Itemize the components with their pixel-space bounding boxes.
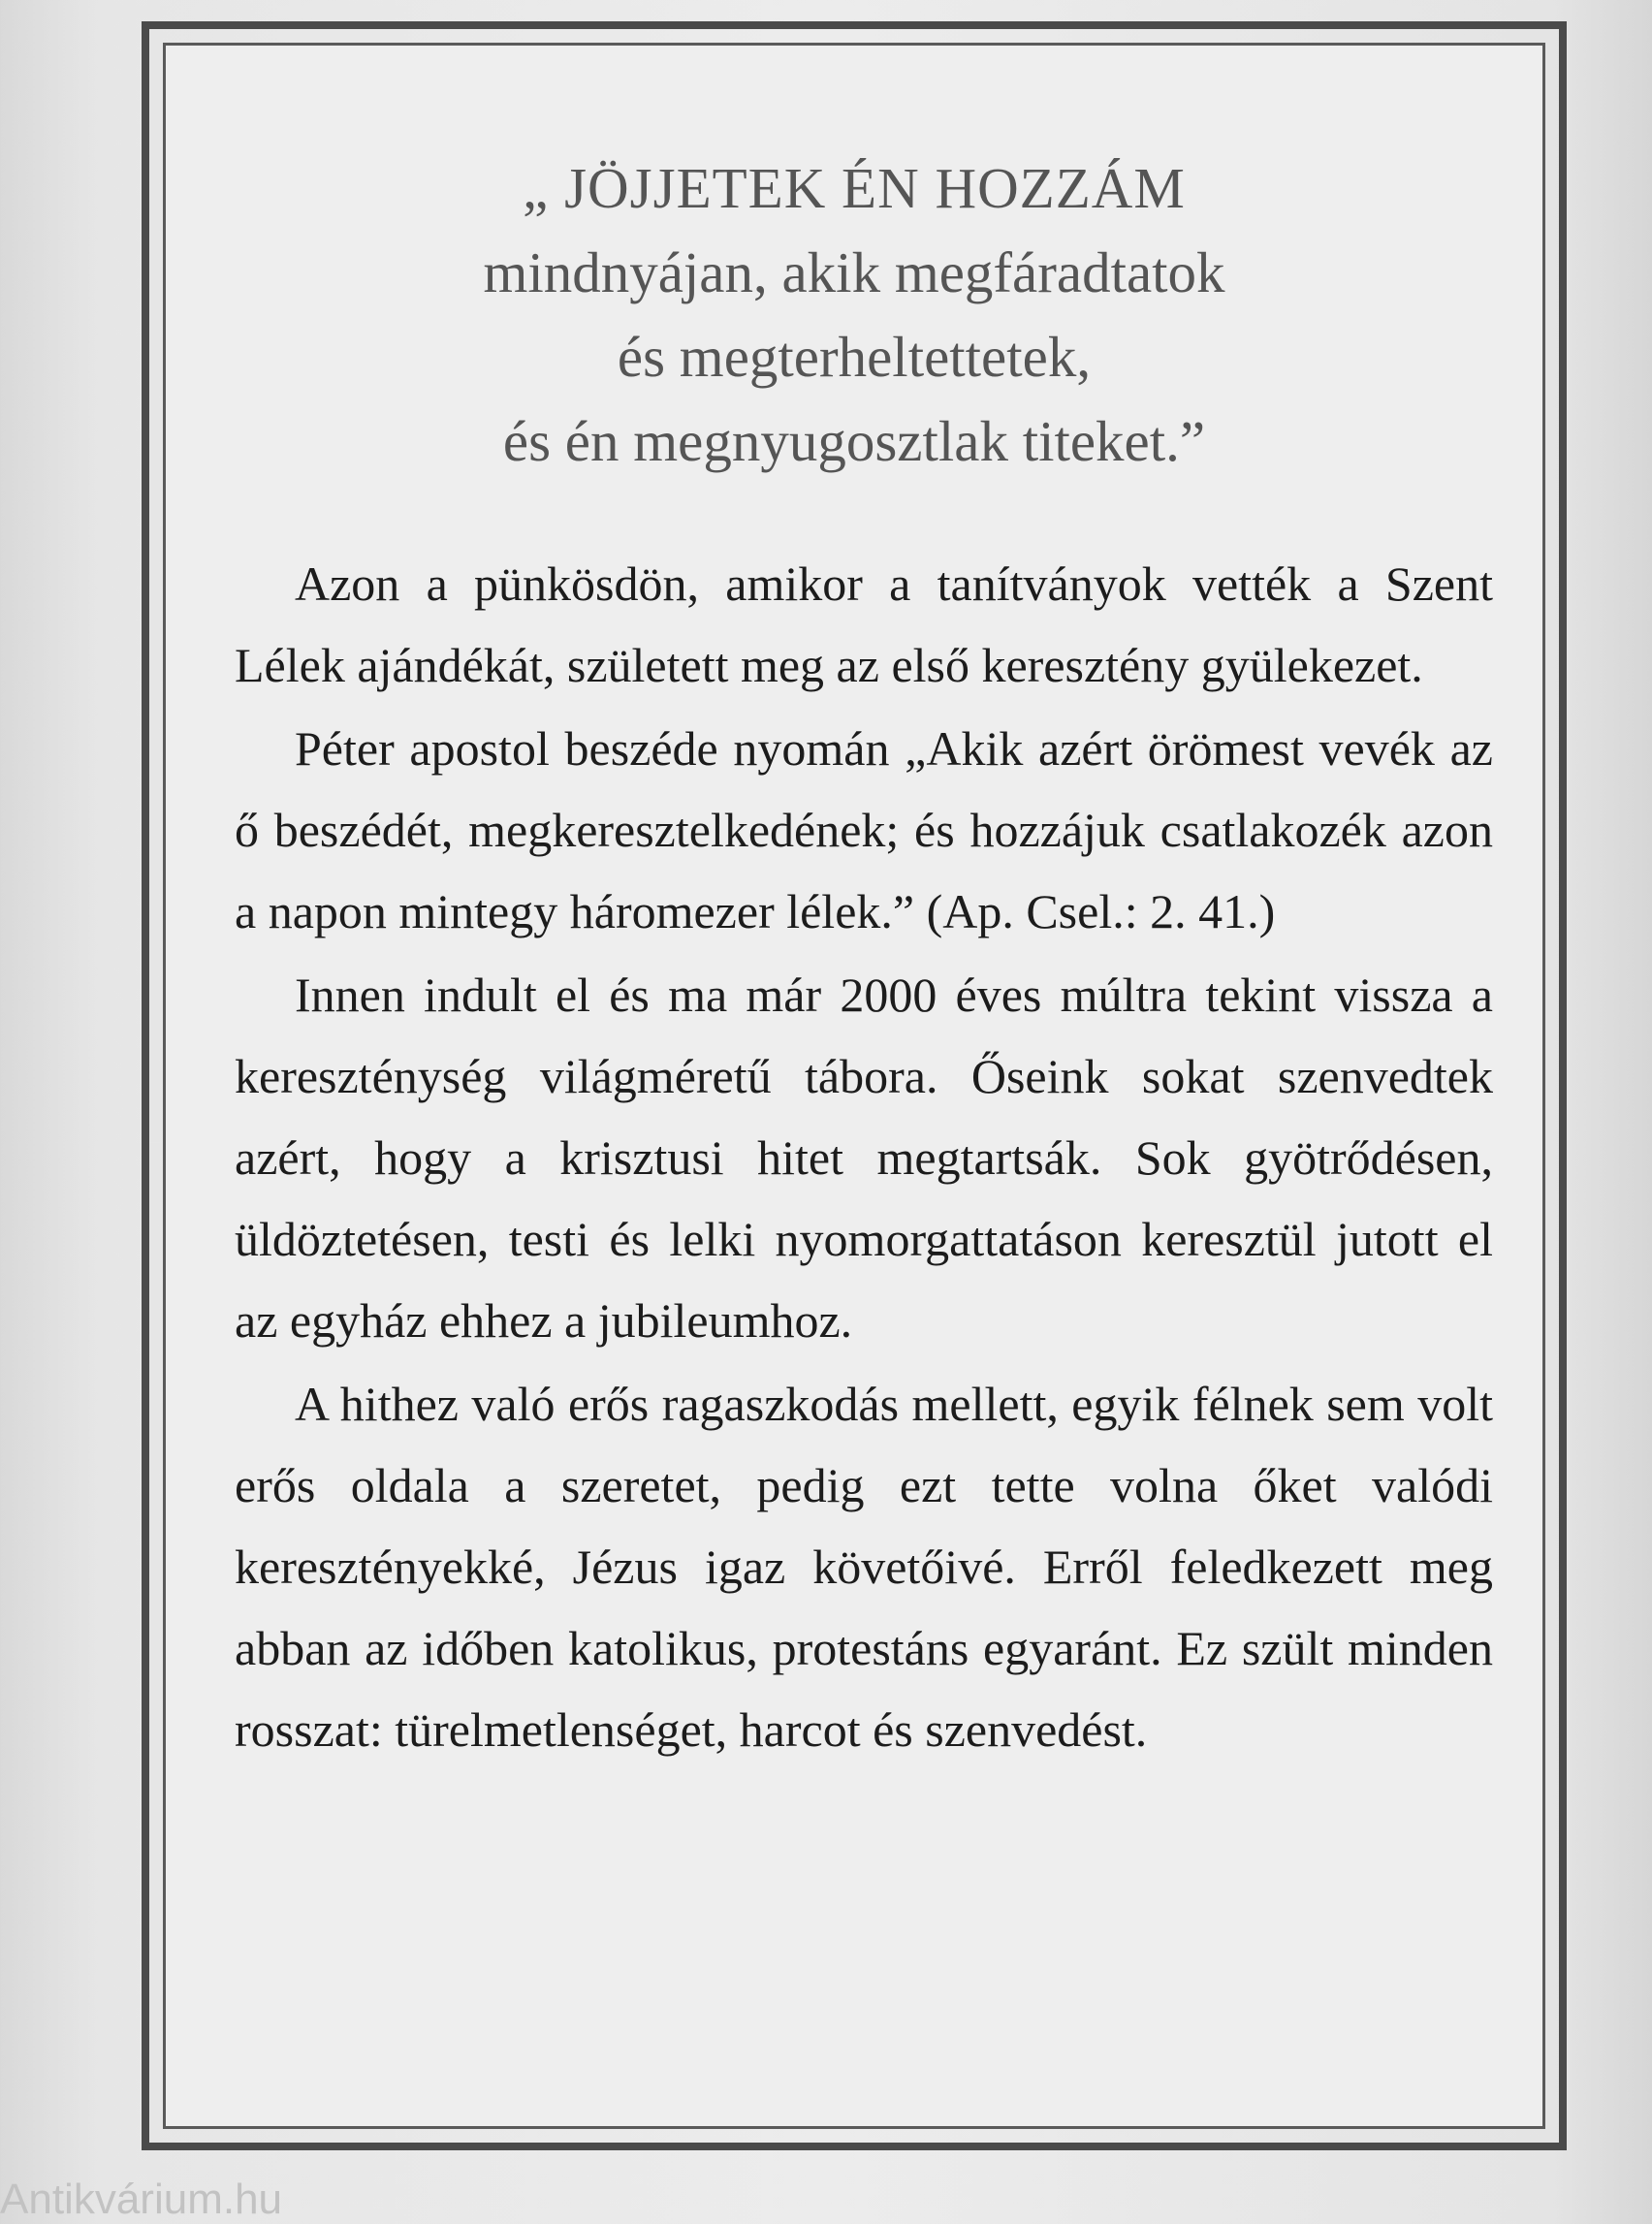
quote-heading — [166, 146, 1542, 484]
heading-line-2: mindnyájan, akik megfáradtatok — [483, 240, 1225, 304]
paragraph-2: Péter apostol beszéde nyomán „Akik azért örömest vevék az ő beszédét, megkeresztelkedének; és hozzájuk csatlakozék azon a napon mintegy háromezer lélek.” (Ap. Csel.: 2. 41.) — [235, 721, 1493, 938]
body-text — [235, 543, 1493, 1770]
heading-line-1: „ JÖJJETEK ÉN HOZZÁM — [523, 156, 1186, 220]
heading-line-3: és megterheltettetek, — [617, 325, 1092, 389]
watermark-text: Antikvárium.hu — [0, 2176, 283, 2223]
page-frame — [142, 21, 1567, 2150]
inner-frame — [163, 43, 1545, 2129]
paragraph-4: A hithez való erős ragaszkodás mellett, egyik félnek sem volt erős oldala a szeretet, pedig ezt tette volna őket valódi keresztényekké, Jézus igaz követőivé. Erről feledkezett meg abban az időben katolikus, protestáns egyaránt. Ez szült minden rosszat: türelmetlenséget, harcot és szenvedést. — [235, 1377, 1493, 1757]
paragraph-1: Azon a pünkösdön, amikor a tanítványok vették a Szent Lélek ajándékát, született meg az első keresztény gyülekezet. — [235, 556, 1493, 692]
heading-line-4: és én megnyugosztlak titeket.” — [502, 409, 1206, 473]
paragraph-3: Innen indult el és ma már 2000 éves múltra tekint vissza a kereszténység világméretű tábora. Őseink sokat szenvedtek azért, hogy a krisztusi hitet megtartsák. Sok gyötrődésen, üldöztetésen, testi és lelki nyomorgattatáson keresztül jutott el az egyház ehhez a jubileumhoz. — [235, 968, 1493, 1348]
